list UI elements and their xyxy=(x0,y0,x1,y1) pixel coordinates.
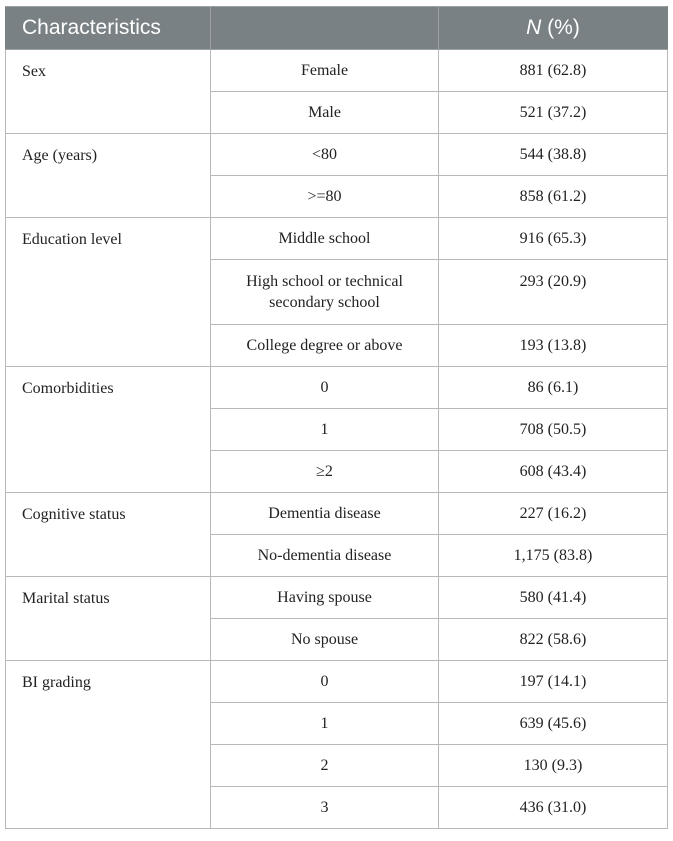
table-row xyxy=(6,367,668,409)
header-subcategory xyxy=(211,7,439,50)
table-row xyxy=(6,493,668,535)
subcategory-cell: 3 xyxy=(211,787,439,829)
category-bi-grading: BI grading xyxy=(6,661,211,829)
subcategory-cell: >=80 xyxy=(211,176,439,218)
category-education: Education level xyxy=(6,218,211,367)
header-characteristics: Characteristics xyxy=(6,7,211,50)
subcategory-cell xyxy=(211,260,439,325)
value-cell: 293 (20.9) xyxy=(439,260,668,325)
subcategory-cell: Male xyxy=(211,92,439,134)
subcategory-cell: No-dementia disease xyxy=(211,535,439,577)
subcategory-cell: 0 xyxy=(211,661,439,703)
subcategory-cell: 1 xyxy=(211,703,439,745)
subcategory-cell: Having spouse xyxy=(211,577,439,619)
value-cell: 197 (14.1) xyxy=(439,661,668,703)
value-cell: 580 (41.4) xyxy=(439,577,668,619)
table-row xyxy=(6,577,668,619)
subcategory-line: secondary school xyxy=(269,294,380,311)
subcategory-cell: Dementia disease xyxy=(211,493,439,535)
header-row xyxy=(6,7,668,50)
category-sex: Sex xyxy=(6,50,211,134)
subcategory-cell: No spouse xyxy=(211,619,439,661)
value-cell: 86 (6.1) xyxy=(439,367,668,409)
value-cell: 881 (62.8) xyxy=(439,50,668,92)
value-cell: 521 (37.2) xyxy=(439,92,668,134)
value-cell: 639 (45.6) xyxy=(439,703,668,745)
table-row xyxy=(6,661,668,703)
subcategory-cell: 1 xyxy=(211,409,439,451)
category-comorbidities: Comorbidities xyxy=(6,367,211,493)
subcategory-cell: <80 xyxy=(211,134,439,176)
value-cell: 436 (31.0) xyxy=(439,787,668,829)
category-cognitive-status: Cognitive status xyxy=(6,493,211,577)
value-cell: 608 (43.4) xyxy=(439,451,668,493)
table-header xyxy=(6,7,668,50)
subcategory-cell: 0 xyxy=(211,367,439,409)
header-n-percent xyxy=(439,7,668,50)
header-percent-label: (%) xyxy=(541,16,580,39)
value-cell: 916 (65.3) xyxy=(439,218,668,260)
subcategory-line: High school or technical xyxy=(246,273,403,290)
header-n-label: N xyxy=(526,16,542,39)
table-row xyxy=(6,134,668,176)
value-cell: 193 (13.8) xyxy=(439,325,668,367)
table-body xyxy=(6,50,668,829)
value-cell: 822 (58.6) xyxy=(439,619,668,661)
value-cell: 1,175 (83.8) xyxy=(439,535,668,577)
subcategory-cell: ≥2 xyxy=(211,451,439,493)
table-row xyxy=(6,218,668,260)
subcategory-cell: College degree or above xyxy=(211,325,439,367)
subcategory-cell: Female xyxy=(211,50,439,92)
subcategory-cell: 2 xyxy=(211,745,439,787)
characteristics-table xyxy=(5,6,668,829)
value-cell: 708 (50.5) xyxy=(439,409,668,451)
subcategory-cell: Middle school xyxy=(211,218,439,260)
category-age: Age (years) xyxy=(6,134,211,218)
value-cell: 130 (9.3) xyxy=(439,745,668,787)
value-cell: 544 (38.8) xyxy=(439,134,668,176)
value-cell: 227 (16.2) xyxy=(439,493,668,535)
category-marital-status: Marital status xyxy=(6,577,211,661)
value-cell: 858 (61.2) xyxy=(439,176,668,218)
table-row xyxy=(6,50,668,92)
